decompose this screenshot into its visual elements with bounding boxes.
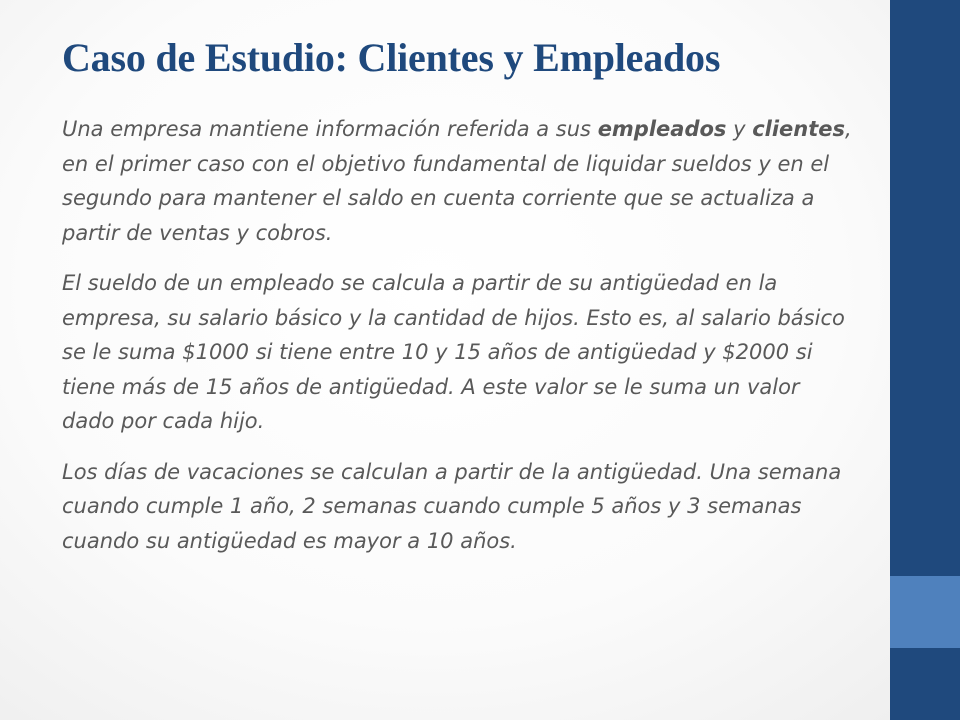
paragraph-1-text-a: Una empresa mantiene información referida a sus xyxy=(62,117,598,141)
paragraph-vacation-rules: Los días de vacaciones se calculan a partir de la antigüedad. Una semana cuando cumple 1 año, 2 semanas cuando cumple 5 años y 3 semanas cuando su antigüedad es mayor a 10 años. xyxy=(62,459,842,553)
paragraph-1-text-c: , en el primer caso con el objetivo fundamental de liquidar sueldos y en el segundo para mantener el saldo en cuenta corriente que se actualiza a partir de ventas y cobros. xyxy=(62,117,852,245)
slide-body xyxy=(62,112,852,574)
slide-title: Caso de Estudio: Clientes y Empleados xyxy=(62,35,721,80)
paragraph-company-info xyxy=(62,112,852,250)
paragraph-salary-rules: El sueldo de un empleado se calcula a partir de su antigüedad en la empresa, su salario básico y la cantidad de hijos. Esto es, al salario básico se le suma $1000 si tiene entre 10 y 15 años de antigüedad y $2000 si tiene más de 15 años de antigüedad. A este valor se le suma un valor dado por cada hijo. xyxy=(62,271,845,433)
keyword-clientes: clientes xyxy=(752,117,846,141)
keyword-empleados: empleados xyxy=(597,117,727,141)
decorative-side-bar-accent xyxy=(890,576,960,648)
paragraph-1-text-b: y xyxy=(726,117,753,141)
decorative-side-bar xyxy=(890,0,960,720)
